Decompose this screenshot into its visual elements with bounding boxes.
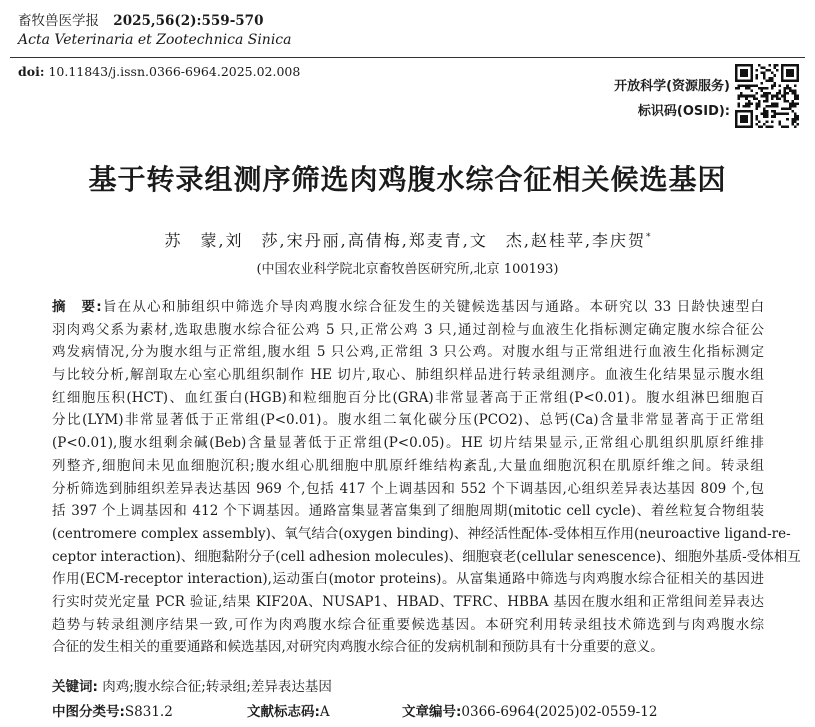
article-number [402, 700, 657, 720]
abstract-line [52, 546, 801, 569]
abstract-line [52, 387, 764, 410]
abstract-line [52, 614, 764, 637]
abstract-line-text: 括 397 个上调基因和 412 个下调基因。通路富集显著富集到了细胞周期(mitotic cell cycle)、着丝粒复合物组装 [52, 503, 764, 520]
abstract-line [52, 432, 764, 455]
abstract-line-text: 羽肉鸡父系为素材,选取患腹水综合征公鸡 5 只,正常公鸡 3 只,通过剖检与血液生化指标测定确定腹水综合征公 [52, 321, 764, 338]
abstract-line [52, 568, 764, 591]
article-number-value: 0366-6964(2025)02-0559-12 [461, 704, 658, 720]
abstract-line [52, 500, 764, 523]
abstract-line-text: 分比(LYM)非常显著低于正常组(P<0.01)。腹水组二氧化碳分压(PCO2)、总钙(Ca)含量非常显著高于正常组 [52, 412, 764, 429]
corresponding-author-mark: * [646, 232, 651, 243]
journal-volume-info: 2025,56(2):559-570 [113, 13, 264, 29]
document-code [247, 700, 330, 720]
osid-qr-code-icon[interactable] [735, 64, 799, 128]
authors-text: 苏 蒙,刘 莎,宋丹丽,高倩梅,郑麦青,文 杰,赵桂苹,李庆贺 [164, 231, 647, 250]
abstract-line [52, 478, 764, 501]
abstract-line-text: 作用(ECM-receptor interaction),运动蛋白(motor proteins)。从富集通路中筛选与肉鸡腹水综合征相关的基因进 [52, 571, 764, 588]
article-title: 基于转录组测序筛选肉鸡腹水综合征相关候选基因 [88, 163, 727, 196]
abstract-line-text: ceptor interaction)、细胞黏附分子(cell adhesion molecules)、细胞衰老(cellular senescence)、细胞外基质-受体相互 [52, 548, 801, 565]
journal-header [18, 9, 263, 29]
keywords-label: 关键词: [52, 679, 98, 695]
osid-label-line1: 开放科学(资源服务) [614, 79, 730, 94]
abstract-line [52, 296, 764, 319]
abstract-line [52, 636, 764, 659]
abstract-line [52, 319, 764, 342]
classification-number [52, 700, 173, 720]
abstract-line [52, 364, 764, 387]
journal-cn-name: 畜牧兽医学报 [18, 13, 99, 29]
document-code-value: A [319, 704, 330, 720]
doi-value[interactable]: 10.11843/j.issn.0366-6964.2025.02.008 [48, 64, 301, 79]
abstract-line-text: 鸡发病情况,分为腹水组与正常组,腹水组 5 只公鸡,正常组 3 只公鸡。对腹水组与正常组进行血液生化指标测定 [52, 344, 764, 361]
abstract-line-text: (P<0.01),腹水组剩余碱(Beb)含量显著低于正常组(P<0.05)。HE 切片结果显示,正常组心肌组织肌原纤维排 [52, 435, 764, 452]
abstract-line-text: (centromere complex assembly)、氧气结合(oxygen binding)、神经活性配体-受体相互作用(neuroactive ligand-re- [52, 525, 791, 542]
classification-label: 中图分类号: [52, 704, 125, 720]
abstract-line-text: 分析筛选到肺组织差异表达基因 969 个,包括 417 个上调基因和 552 个下调基因,心组织差异表达基因 809 个,包 [52, 480, 764, 497]
abstract-label: 摘 要: [52, 299, 102, 315]
affiliation: (中国农业科学院北京畜牧兽医研究所,北京 100193) [256, 262, 559, 277]
keywords [52, 675, 332, 695]
abstract-line [52, 523, 791, 546]
abstract-line-text: 旨在从心和肺组织中筛选介导肉鸡腹水综合征发生的关键候选基因与通路。本研究以 33 日龄快速型白 [101, 299, 764, 315]
article-number-label: 文章编号: [402, 704, 462, 720]
abstract-line-text: 合征的发生相关的重要通路和候选基因,对研究肉鸡腹水综合征的发病机制和预防具有十分重要的意义。 [52, 639, 664, 656]
abstract-line [52, 455, 764, 478]
abstract [52, 296, 801, 659]
abstract-line-text: 趋势与转录组测序结果一致,可作为肉鸡腹水综合征重要候选基因。本研究利用转录组技术筛选到与肉鸡腹水综 [52, 616, 764, 633]
abstract-line-text: 红细胞压积(HCT)、血红蛋白(HGB)和粒细胞百分比(GRA)非常显著高于正常组(P<0.01)。腹水组淋巴细胞百 [52, 389, 764, 406]
header-rule [10, 57, 805, 58]
doi-label: doi: [18, 64, 45, 79]
abstract-line-text: 与比较分析,解剖取左心室心肌组织制作 HE 切片,取心、肺组织样品进行转录组测序。血液生化结果显示腹水组 [52, 367, 764, 384]
author-list [0, 228, 815, 251]
journal-en-name: Acta Veterinaria et Zootechnica Sinica [18, 32, 292, 48]
abstract-line [52, 409, 764, 432]
classification-value: S831.2 [124, 704, 173, 720]
keywords-value: 肉鸡;腹水综合征;转录组;差异表达基因 [102, 679, 332, 695]
osid-label-line2: 标识码(OSID): [637, 104, 730, 119]
abstract-line [52, 341, 764, 364]
doi-line [18, 64, 300, 79]
abstract-line-text: 行实时荧光定量 PCR 验证,结果 KIF20A、NUSAP1、HBAD、TFRC、HBBA 基因在腹水组和正常组间差异表达 [52, 593, 764, 610]
document-code-label: 文献标志码: [247, 704, 320, 720]
abstract-line-text: 列整齐,细胞间未见血细胞沉积;腹水组心肌细胞中肌原纤维结构紊乱,大量血细胞沉积在肌原纤维之间。转录组 [52, 457, 764, 474]
abstract-line [52, 591, 764, 614]
